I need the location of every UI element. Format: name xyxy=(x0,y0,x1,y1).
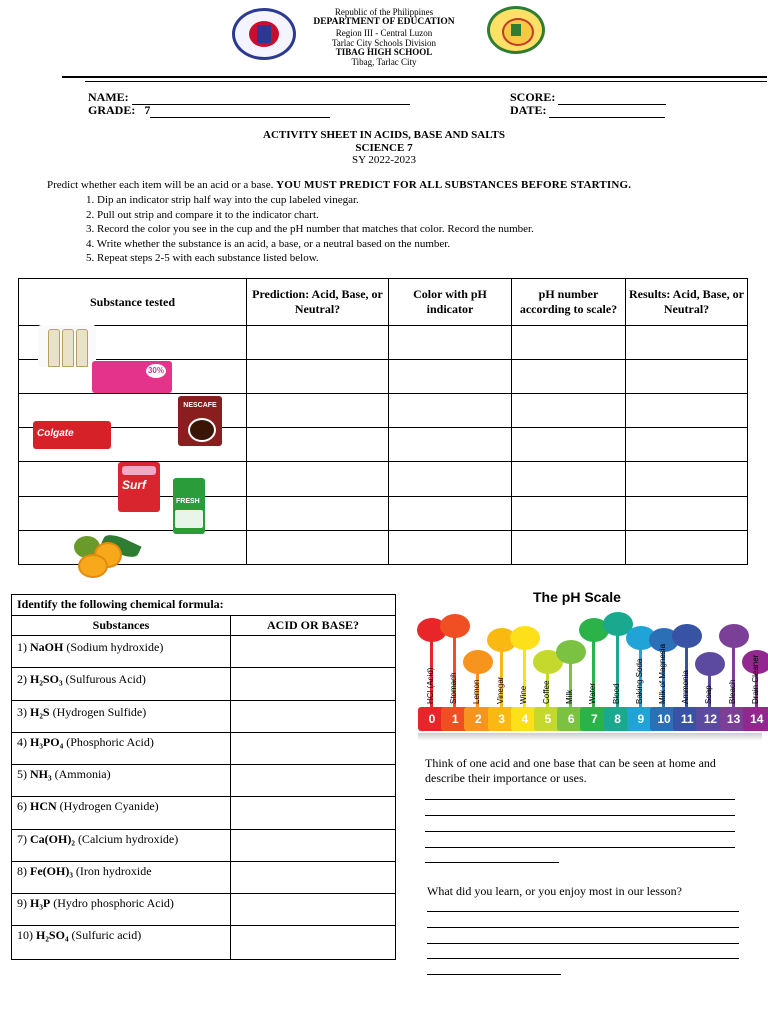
ph-item-label: Milk xyxy=(565,689,575,704)
header-ph-number: pH number according to scale? xyxy=(512,279,626,326)
formula-row: 9) H₃P (Hydro phosphoric Acid) xyxy=(12,894,231,926)
header-department: DEPARTMENT OF EDUCATION xyxy=(313,17,455,27)
formula-row: 4) H₃PO₄ (Phosphoric Acid) xyxy=(12,733,231,765)
ph-number-box: 8 xyxy=(604,707,632,731)
answer-cell[interactable] xyxy=(247,326,389,360)
col-substances: Substances xyxy=(12,616,231,636)
answer-cell[interactable] xyxy=(247,531,389,565)
answer-cell[interactable] xyxy=(389,394,512,428)
ph-number-box: 2 xyxy=(464,707,492,731)
substances-table xyxy=(18,278,748,565)
ph-number-box: 5 xyxy=(534,707,562,731)
col-acid-or-base: ACID OR BASE? xyxy=(231,616,396,636)
ph-item-label: Drain Cleaner xyxy=(750,654,760,704)
formula-row: 6) HCN (Hydrogen Cyanide) xyxy=(12,797,231,830)
ph-item-bulb xyxy=(440,614,470,638)
ph-number-box: 4 xyxy=(511,707,539,731)
answer-cell[interactable] xyxy=(231,894,396,926)
header-republic: Republic of the Philippines xyxy=(334,7,434,17)
fresh-milk-carton-image: FRESH xyxy=(173,478,205,534)
answer-cell[interactable] xyxy=(231,765,396,797)
answer-cell[interactable] xyxy=(231,862,396,894)
step-2: 2. Pull out strip and compare it to the indicator chart. xyxy=(86,208,319,221)
grade-value: 7 xyxy=(144,103,151,117)
ph-number-box: 14 xyxy=(743,707,768,731)
answer-cell[interactable] xyxy=(389,326,512,360)
answer-line[interactable] xyxy=(427,943,739,944)
answer-cell[interactable] xyxy=(626,497,748,531)
ph-item-label: Ammonia xyxy=(681,670,691,704)
header-results: Results: Acid, Base, or Neutral? xyxy=(626,279,748,326)
ph-item-bulb xyxy=(672,624,702,648)
answer-cell[interactable] xyxy=(389,360,512,394)
answer-cell[interactable] xyxy=(247,462,389,497)
answer-cell[interactable] xyxy=(626,326,748,360)
answer-line[interactable] xyxy=(425,815,735,816)
answer-line[interactable] xyxy=(425,847,735,848)
formula-row: 1) NaOH (Sodium hydroxide) xyxy=(12,636,231,668)
formula-row: 3) H₂S (Hydrogen Sulfide) xyxy=(12,701,231,733)
step-5: 5. Repeat steps 2-5 with each substance listed below. xyxy=(86,252,319,264)
formula-row: 7) Ca(OH)₂ (Calcium hydroxide) xyxy=(12,830,231,862)
answer-cell[interactable] xyxy=(512,531,626,565)
header-prediction: Prediction: Acid, Base, or Neutral? xyxy=(247,279,389,326)
subject-title: SCIENCE 7 xyxy=(355,142,413,154)
ph-item-bulb xyxy=(463,650,493,674)
nescafe-pack-image: NESCAFE xyxy=(178,396,222,446)
answer-cell[interactable] xyxy=(231,797,396,830)
step-3: 3. Record the color you see in the cup and the pH number that matches that color. Record the number. xyxy=(86,223,534,235)
step-1: 1. Dip an indicator strip half way into the cup labeled vinegar. xyxy=(86,194,359,206)
formula-row: 5) NH₃ (Ammonia) xyxy=(12,765,231,797)
grade-label: GRADE: xyxy=(88,103,136,117)
ph-item-bulb xyxy=(556,640,586,664)
answer-cell[interactable] xyxy=(231,926,396,960)
answer-cell[interactable] xyxy=(247,394,389,428)
ph-item-label: Blood xyxy=(611,683,621,704)
date-label: DATE: xyxy=(510,103,547,117)
header-school: TIBAG HIGH SCHOOL xyxy=(335,47,433,57)
ph-item-label: Soap xyxy=(704,685,714,704)
question-1: Think of one acid and one base that can be seen at home and describe their importance or uses. xyxy=(425,756,716,785)
instructions-intro: Predict whether each item will be an acid or a base. YOU MUST PREDICT FOR ALL SUBSTANCES BEFORE STARTING. xyxy=(47,179,632,191)
header-rule xyxy=(62,76,767,78)
answer-cell[interactable] xyxy=(512,497,626,531)
ph-number-box: 10 xyxy=(650,707,678,731)
ph-item-label: Milk of Magnesia xyxy=(658,643,667,704)
answer-cell[interactable] xyxy=(626,360,748,394)
question-2: What did you learn, or you enjoy most in our lesson? xyxy=(427,884,682,898)
ph-number-box: 9 xyxy=(627,707,655,731)
formula-row: 2) H₂SO₃ (Sulfurous Acid) xyxy=(12,668,231,701)
answer-cell[interactable] xyxy=(626,462,748,497)
grade-field[interactable] xyxy=(88,103,330,118)
ph-number-box: 11 xyxy=(673,707,701,731)
name-label: NAME: xyxy=(88,90,129,104)
ph-item-label: Baking Soda xyxy=(634,658,644,704)
ph-item-label: Water xyxy=(588,682,598,704)
answer-cell[interactable] xyxy=(626,394,748,428)
score-label: SCORE: xyxy=(510,90,556,104)
answer-cell[interactable] xyxy=(626,428,748,462)
ph-item-label: Coffee xyxy=(542,680,551,704)
answer-line[interactable] xyxy=(427,974,561,975)
formula-row: 8) Fe(OH)₃ (Iron hydroxide xyxy=(12,862,231,894)
ph-item-label: Bleach xyxy=(727,679,737,704)
surf-detergent-image: Surf xyxy=(118,462,160,512)
header-color: Color with pH indicator xyxy=(389,279,512,326)
answer-cell[interactable] xyxy=(231,668,396,701)
activity-title: ACTIVITY SHEET IN ACIDS, BASE AND SALTS xyxy=(263,129,505,141)
answer-cell[interactable] xyxy=(389,497,512,531)
date-field[interactable] xyxy=(510,103,665,118)
ph-number-box: 3 xyxy=(488,707,516,731)
ph-item-label: Wine xyxy=(518,685,528,704)
answer-cell[interactable] xyxy=(247,497,389,531)
colgate-box-image: Colgate xyxy=(33,421,111,449)
answer-cell[interactable] xyxy=(512,462,626,497)
header-address: Tibag, Tarlac City xyxy=(351,57,417,67)
answer-cell[interactable] xyxy=(512,428,626,462)
answer-cell[interactable] xyxy=(231,733,396,765)
header-region: Region III - Central Luzon xyxy=(335,28,433,38)
calamansi-image xyxy=(72,528,142,578)
ph-number-box: 0 xyxy=(418,707,446,731)
instruction-steps xyxy=(86,193,746,266)
ph-number-box: 13 xyxy=(720,707,748,731)
formula-row: 10) H₂SO₄ (Sulfuric acid) xyxy=(12,926,231,960)
answer-cell[interactable] xyxy=(389,462,512,497)
ph-item-bulb xyxy=(719,624,749,648)
answer-line[interactable] xyxy=(425,799,735,800)
ph-item-label: HCl (Acid) xyxy=(426,667,435,704)
answer-cell[interactable] xyxy=(512,394,626,428)
answer-cell[interactable] xyxy=(247,360,389,394)
ph-number-box: 12 xyxy=(696,707,724,731)
answer-cell[interactable] xyxy=(231,701,396,733)
ph-item-bulb xyxy=(695,652,725,676)
safeguard-sachet-image: 30% xyxy=(92,361,172,393)
answer-line[interactable] xyxy=(427,911,739,912)
step-4: 4. Write whether the substance is an acid, a base, or a neutral based on the number. xyxy=(86,237,451,250)
answer-line[interactable] xyxy=(425,831,735,832)
vinegar-bottles-image xyxy=(38,325,96,367)
ph-item-label: Lemon xyxy=(472,679,482,704)
answer-cell[interactable] xyxy=(247,428,389,462)
ph-number-box: 6 xyxy=(557,707,585,731)
answer-line[interactable] xyxy=(425,862,559,863)
header-division: Tarlac City Schools Division xyxy=(331,38,437,48)
answer-cell[interactable] xyxy=(512,326,626,360)
ph-number-box: 1 xyxy=(441,707,469,731)
answer-cell[interactable] xyxy=(389,531,512,565)
header-substance: Substance tested xyxy=(19,279,247,326)
formula-table xyxy=(11,594,396,960)
ph-item-bulb xyxy=(510,626,540,650)
ph-item-label: Stomach xyxy=(449,672,459,704)
answer-cell[interactable] xyxy=(389,428,512,462)
answer-cell[interactable] xyxy=(231,830,396,862)
header-rule-thin xyxy=(85,81,767,82)
answer-cell[interactable] xyxy=(626,531,748,565)
answer-line[interactable] xyxy=(427,958,739,959)
answer-line[interactable] xyxy=(427,927,739,928)
school-year: SY 2022-2023 xyxy=(351,154,417,166)
formula-table-title: Identify the following chemical formula: xyxy=(12,595,396,616)
ph-item-label: Vinegar xyxy=(495,676,505,704)
ph-number-box: 7 xyxy=(580,707,608,731)
ph-scale-shadow xyxy=(418,733,762,741)
answer-cell[interactable] xyxy=(512,360,626,394)
ph-scale-title: The pH Scale xyxy=(533,589,621,605)
answer-cell[interactable] xyxy=(231,636,396,668)
